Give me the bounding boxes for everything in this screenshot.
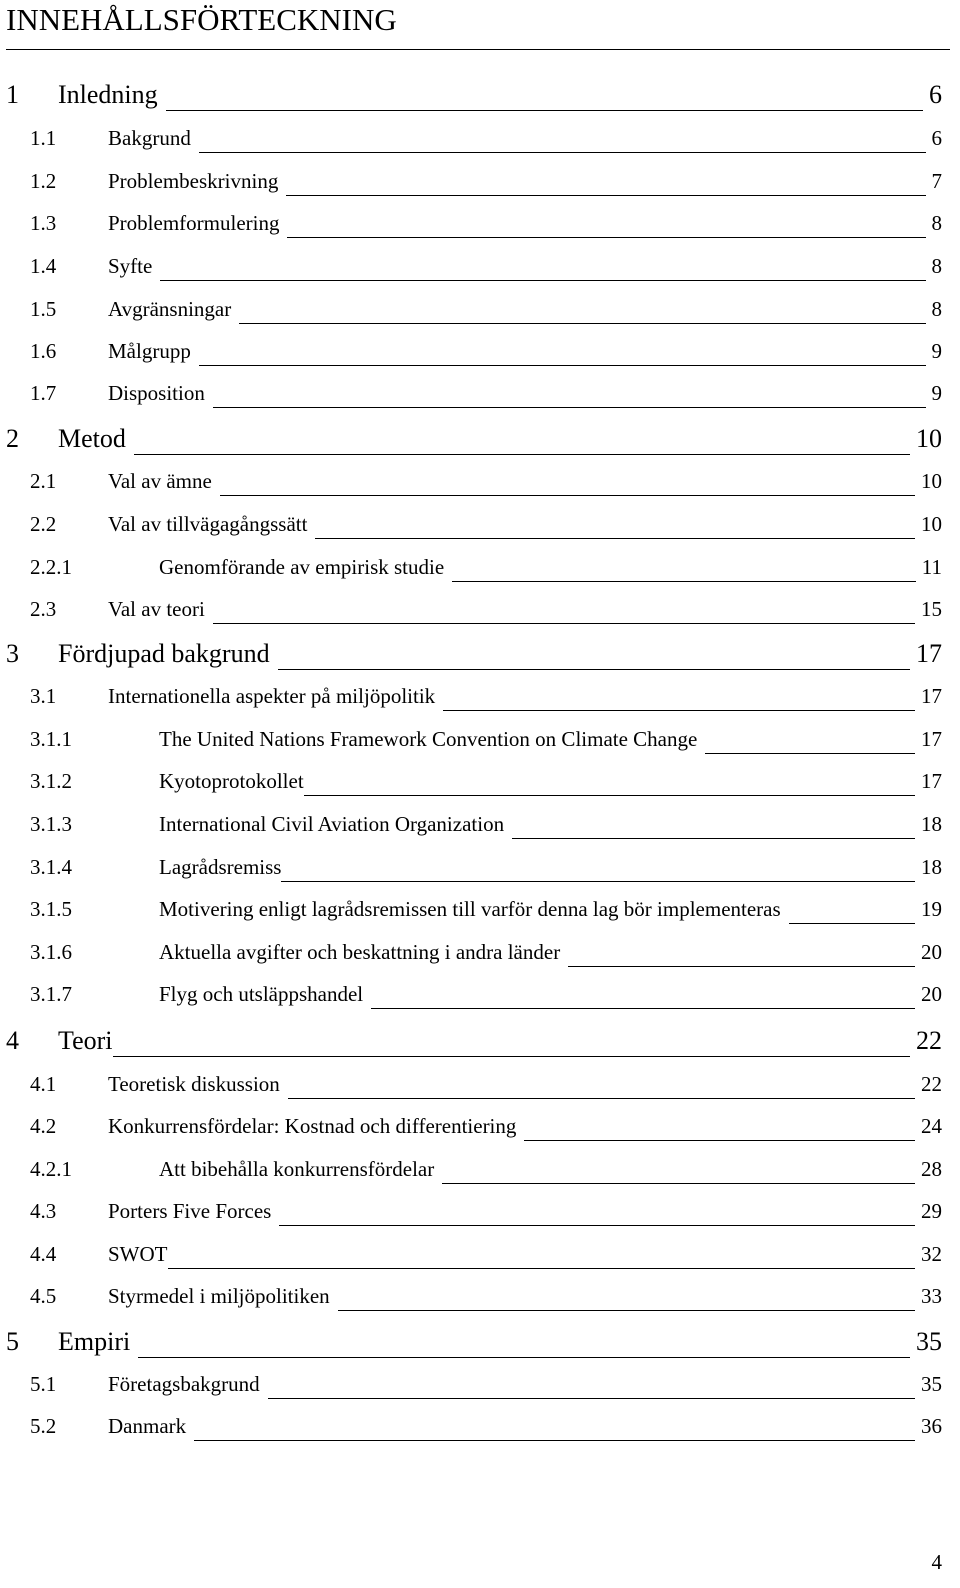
toc-entry-title: SWOT: [108, 1242, 168, 1266]
toc-entry-number: 2.2: [30, 512, 57, 536]
toc-entry-title: International Civil Aviation Organization: [159, 812, 505, 836]
toc-entry[interactable]: [30, 381, 942, 411]
toc-entry-title: Aktuella avgifter och beskattning i andra länder: [159, 940, 561, 964]
toc-entry[interactable]: [30, 1242, 942, 1272]
toc-entry[interactable]: [30, 1072, 942, 1102]
toc-entry-title: Problembeskrivning: [108, 169, 279, 193]
toc-entry[interactable]: [30, 1199, 942, 1229]
toc-leader-line: [205, 381, 932, 411]
toc-entry-number: 1.3: [30, 211, 57, 235]
toc-entry-page: 35: [916, 1327, 942, 1356]
toc-entry-number: 3.1.6: [30, 940, 72, 964]
toc-entry-number: 5.2: [30, 1414, 57, 1438]
toc-entry[interactable]: [30, 1157, 942, 1187]
toc-leader-line: [152, 254, 931, 284]
toc-leader-line: [191, 339, 932, 369]
toc-leader-line: [444, 555, 922, 585]
toc-leader-line: [560, 940, 921, 970]
toc-entry-page: 8: [931, 297, 942, 321]
toc-entry-number: 4: [6, 1026, 19, 1055]
toc-leader-line: [168, 1242, 922, 1272]
toc-entry-page: 24: [921, 1114, 942, 1138]
toc-entry-title: Företagsbakgrund: [108, 1372, 260, 1396]
toc-entry[interactable]: [30, 297, 942, 327]
toc-entry-number: 3.1.2: [30, 769, 72, 793]
toc-entry-page: 10: [921, 512, 942, 536]
toc-entry-number: 1.7: [30, 381, 57, 405]
toc-entry[interactable]: [6, 80, 942, 114]
toc-entry-number: 4.1: [30, 1072, 57, 1096]
toc-leader-line: [205, 597, 921, 627]
toc-entry[interactable]: [30, 940, 942, 970]
toc-entry-title: Styrmedel i miljöpolitiken: [108, 1284, 330, 1308]
toc-leader-line: [281, 855, 921, 885]
toc-leader-line: [307, 512, 921, 542]
toc-entry-page: 22: [916, 1026, 942, 1055]
toc-entry-title: Syfte: [108, 254, 153, 278]
toc-leader-line: [280, 1072, 921, 1102]
toc-entry-page: 17: [921, 684, 942, 708]
toc-entry-page: 36: [921, 1414, 942, 1438]
toc-entry-title: Genomförande av empirisk studie: [159, 555, 445, 579]
toc-entry-title: Teori: [58, 1026, 113, 1055]
toc-entry-title: Konkurrensfördelar: Kostnad och differentiering: [108, 1114, 517, 1138]
toc-entry[interactable]: [30, 855, 942, 885]
toc-leader-line: [260, 1372, 921, 1402]
page-number: 4: [931, 1550, 942, 1574]
toc-leader-line: [270, 639, 916, 673]
toc-entry-page: 15: [921, 597, 942, 621]
toc-entry[interactable]: [30, 684, 942, 714]
toc-entry-page: 8: [931, 254, 942, 278]
toc-entry-number: 2.3: [30, 597, 57, 621]
toc-entry[interactable]: [30, 512, 942, 542]
toc-entry-title: Teoretisk diskussion: [108, 1072, 280, 1096]
toc-leader-line: [130, 1327, 916, 1361]
toc-entry[interactable]: [6, 424, 942, 458]
toc-entry-title: The United Nations Framework Convention on Climate Change: [159, 727, 698, 751]
toc-entry-title: Kyotoprotokollet: [159, 769, 304, 793]
toc-entry-title: Motivering enligt lagrådsremissen till varför denna lag bör implementeras: [159, 897, 781, 921]
toc-entry-page: 9: [931, 381, 942, 405]
toc-entry[interactable]: [30, 1414, 942, 1444]
toc-entry-number: 1: [6, 80, 19, 109]
toc-entry[interactable]: [30, 1284, 942, 1314]
toc-entry-number: 4.2.1: [30, 1157, 72, 1181]
toc-entry-number: 1.1: [30, 126, 57, 150]
toc-entry-page: 35: [921, 1372, 942, 1396]
toc-entry-title: Lagrådsremiss: [159, 855, 282, 879]
toc-entry-number: 1.2: [30, 169, 57, 193]
toc-entry-title: Målgrupp: [108, 339, 191, 363]
toc-entry[interactable]: [30, 1372, 942, 1402]
toc-entry-page: 17: [916, 639, 942, 668]
toc-entry-title: Att bibehålla konkurrensfördelar: [159, 1157, 435, 1181]
toc-entry[interactable]: [6, 1327, 942, 1361]
toc-entry-title: Fördjupad bakgrund: [58, 639, 270, 668]
toc-entry-page: 8: [931, 211, 942, 235]
toc-entry-number: 3: [6, 639, 19, 668]
toc-leader-line: [781, 897, 921, 927]
toc-entry-title: Val av teori: [108, 597, 205, 621]
toc-entry[interactable]: [30, 812, 942, 842]
toc-entry-number: 3.1.7: [30, 982, 72, 1006]
toc-leader-line: [212, 469, 921, 499]
toc-entry[interactable]: [30, 769, 942, 799]
toc-entry-page: 17: [921, 727, 942, 751]
toc-leader-line: [435, 684, 921, 714]
toc-leader-line: [191, 126, 932, 156]
toc-leader-line: [516, 1114, 921, 1144]
toc-entry-page: 32: [921, 1242, 942, 1266]
toc-entry-title: Problemformulering: [108, 211, 280, 235]
toc-entry-number: 4.2: [30, 1114, 57, 1138]
toc-entry-title: Danmark: [108, 1414, 187, 1438]
toc-entry[interactable]: [6, 1026, 942, 1060]
toc-leader-line: [330, 1284, 921, 1314]
toc-entry[interactable]: [30, 126, 942, 156]
toc-leader-line: [304, 769, 921, 799]
toc-entry-page: 20: [921, 982, 942, 1006]
toc-leader-line: [126, 424, 916, 458]
toc-leader-line: [113, 1026, 917, 1060]
toc-leader-line: [278, 169, 931, 199]
toc-entry-page: 10: [916, 424, 942, 453]
toc-entry-title: Internationella aspekter på miljöpolitik: [108, 684, 436, 708]
toc-entry-number: 1.4: [30, 254, 57, 278]
toc-entry[interactable]: [30, 169, 942, 199]
toc-leader-line: [363, 982, 921, 1012]
toc-entry-title: Disposition: [108, 381, 205, 405]
toc-entry-page: 29: [921, 1199, 942, 1223]
toc-entry[interactable]: [30, 211, 942, 241]
toc-entry[interactable]: [30, 555, 942, 585]
toc-entry-number: 3.1.1: [30, 727, 72, 751]
toc-entry[interactable]: [30, 1114, 942, 1144]
toc-entry-number: 4.5: [30, 1284, 57, 1308]
toc-entry-page: 20: [921, 940, 942, 964]
toc-entry-title: Metod: [58, 424, 126, 453]
toc-entry-title: Porters Five Forces: [108, 1199, 272, 1223]
toc-entry-title: Val av ämne: [108, 469, 212, 493]
toc-entry-number: 1.6: [30, 339, 57, 363]
toc-entry-number: 2.1: [30, 469, 57, 493]
toc-entry-number: 3.1.3: [30, 812, 72, 836]
toc-entry-title: Bakgrund: [108, 126, 191, 150]
toc-leader-line: [434, 1157, 921, 1187]
toc-entry-page: 6: [931, 126, 942, 150]
toc-entry-number: 5.1: [30, 1372, 57, 1396]
toc-entry-number: 4.4: [30, 1242, 57, 1266]
toc-entry-number: 3.1: [30, 684, 57, 708]
toc-leader-line: [158, 80, 929, 114]
toc-entry[interactable]: [30, 254, 942, 284]
toc-entry[interactable]: [30, 897, 942, 927]
toc-entry-number: 3.1.4: [30, 855, 72, 879]
toc-entry-page: 28: [921, 1157, 942, 1181]
toc-entry-title: Val av tillvägagångssätt: [108, 512, 308, 536]
toc-entry-title: Flyg och utsläppshandel: [159, 982, 364, 1006]
toc-entry-number: 3.1.5: [30, 897, 72, 921]
toc-entry-page: 18: [921, 812, 942, 836]
toc-entry[interactable]: [30, 597, 942, 627]
toc-entry[interactable]: [30, 727, 942, 757]
toc-leader-line: [186, 1414, 921, 1444]
toc-entry-page: 10: [921, 469, 942, 493]
toc-leader-line: [697, 727, 921, 757]
toc-entry[interactable]: [6, 639, 942, 673]
toc-leader-line: [231, 297, 931, 327]
toc-entry-page: 17: [921, 769, 942, 793]
toc-leader-line: [271, 1199, 921, 1229]
toc-leader-line: [504, 812, 921, 842]
toc-entry-page: 6: [929, 80, 942, 109]
toc-entry-number: 2.2.1: [30, 555, 72, 579]
toc-entry-page: 33: [921, 1284, 942, 1308]
toc-entry-title: Avgränsningar: [108, 297, 232, 321]
toc-entry-number: 5: [6, 1327, 19, 1356]
toc-entry-title: Empiri: [58, 1327, 131, 1356]
toc-entry-title: Inledning: [58, 80, 158, 109]
toc-leader-line: [279, 211, 931, 241]
toc-entry-number: 4.3: [30, 1199, 57, 1223]
toc-entry[interactable]: [30, 339, 942, 369]
toc-entry[interactable]: [30, 982, 942, 1012]
page-title: INNEHÅLLSFÖRTECKNING: [6, 2, 397, 37]
toc-entry-page: 7: [931, 169, 942, 193]
toc-entry-page: 11: [921, 555, 942, 579]
toc-entry[interactable]: [30, 469, 942, 499]
toc-entry-page: 18: [921, 855, 942, 879]
toc-entry-number: 2: [6, 424, 19, 453]
toc-entry-page: 22: [921, 1072, 942, 1096]
toc-entry-number: 1.5: [30, 297, 57, 321]
toc-entry-page: 9: [931, 339, 942, 363]
toc-entry-page: 19: [921, 897, 942, 921]
